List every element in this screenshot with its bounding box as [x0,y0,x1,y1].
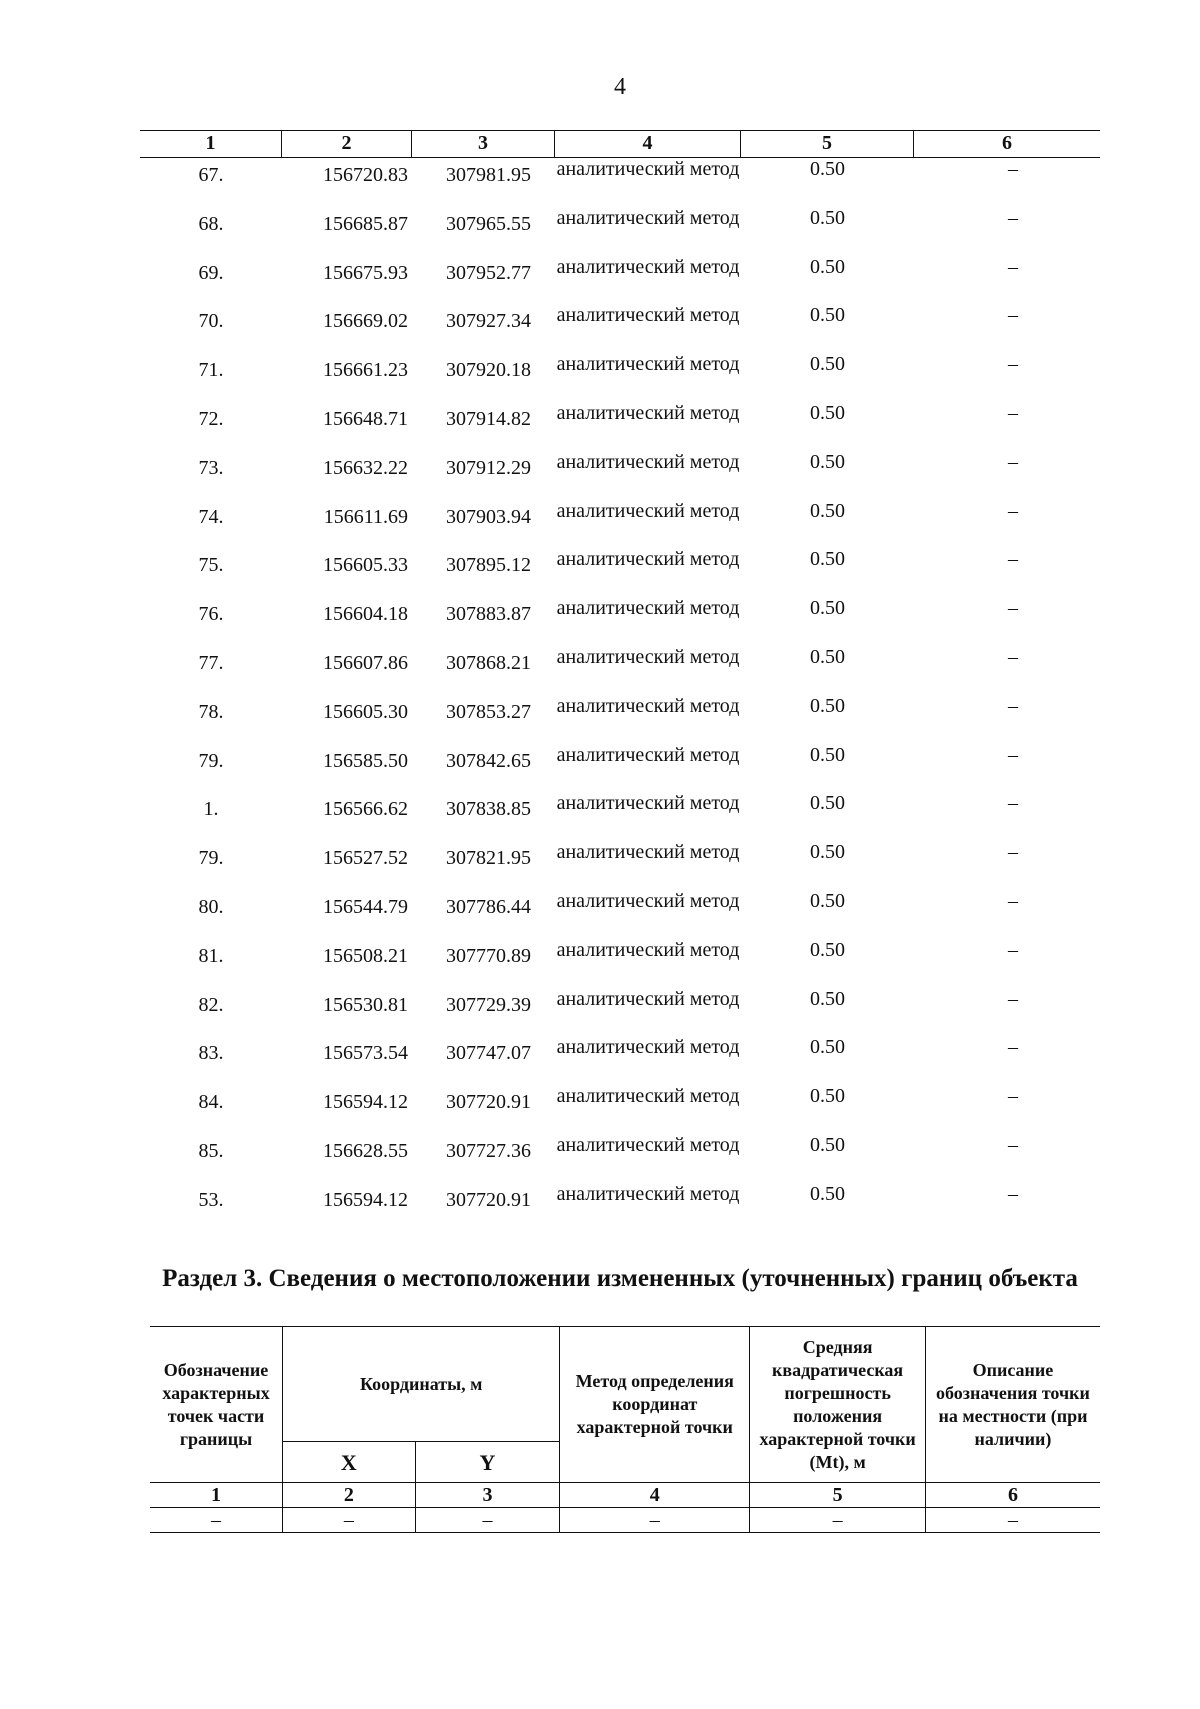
method: аналитический метод [556,353,740,376]
mt-value: 0.50 [810,206,845,229]
table-row [140,792,1100,841]
description: – [1008,548,1018,571]
table-cell: – [415,1508,560,1533]
col-number: 2 [283,1483,416,1508]
coordinates-table [140,130,1100,1232]
coord-x: 156685.87 [323,212,408,235]
method: аналитический метод [556,450,740,473]
col-header-1: 1 [140,131,282,157]
description: – [1008,792,1018,815]
point-number: 83. [198,1042,224,1065]
page-number: 4 [614,74,626,100]
mt-value: 0.50 [810,548,845,571]
mt-value: 0.50 [810,792,845,815]
method: аналитический метод [556,597,740,620]
col-number: 5 [750,1483,926,1508]
method: аналитический метод [556,304,740,327]
description: – [1008,158,1018,180]
method: аналитический метод [556,694,740,717]
coord-y: 307747.07 [446,1042,531,1065]
description: – [1008,938,1018,961]
method: аналитический метод [556,938,740,961]
description: – [1008,304,1018,327]
coord-x: 156607.86 [323,651,408,674]
coord-y: 307912.29 [446,456,531,479]
point-number: 53. [198,1188,224,1211]
coord-y: 307895.12 [446,554,531,577]
col-header-5: 5 [741,131,914,157]
table-cell: – [925,1508,1100,1533]
table-row [140,1036,1100,1085]
description: – [1008,206,1018,229]
table-row [140,158,1100,207]
col-header-3: 3 [412,131,555,157]
table-row [140,1085,1100,1134]
mt-value: 0.50 [810,1036,845,1059]
table-row [140,695,1100,744]
mt-value: 0.50 [810,645,845,668]
method: аналитический метод [556,401,740,424]
coord-x: 156675.93 [323,261,408,284]
table-row [140,451,1100,500]
method: аналитический метод [556,548,740,571]
method: аналитический метод [556,792,740,815]
table-row [150,1508,1100,1533]
table-row [140,256,1100,305]
column-numbers-row [150,1483,1100,1508]
mt-value: 0.50 [810,304,845,327]
coord-y: 307965.55 [446,212,531,235]
description: – [1008,987,1018,1010]
mt-value: 0.50 [810,353,845,376]
description: – [1008,841,1018,864]
method: аналитический метод [556,255,740,278]
col-number: 1 [150,1483,283,1508]
point-number: 79. [198,749,224,772]
description: – [1008,645,1018,668]
point-number: 67. [198,164,224,186]
description: – [1008,1133,1018,1156]
table-row [140,890,1100,939]
col-header-6: 6 [1002,132,1012,154]
coord-x: 156604.18 [323,603,408,626]
description: – [1008,401,1018,424]
table-body [140,158,1100,1232]
mt-value: 0.50 [810,841,845,864]
method: аналитический метод [556,158,740,180]
mt-value: 0.50 [810,158,845,180]
table-row [140,988,1100,1037]
description: – [1008,889,1018,912]
table-row [140,402,1100,451]
mt-value: 0.50 [810,597,845,620]
header-method: Метод определения координат характерной точки [560,1327,750,1483]
coord-x: 156628.55 [323,1139,408,1162]
point-number: 68. [198,212,224,235]
table-row [140,207,1100,256]
table-row [140,500,1100,549]
coord-y: 307952.77 [446,261,531,284]
method: аналитический метод [556,987,740,1010]
point-number: 81. [198,944,224,967]
section-3-table [150,1326,1100,1533]
table-cell: – [750,1508,926,1533]
coord-y: 307853.27 [446,700,531,723]
point-number: 1. [203,798,219,821]
description: – [1008,694,1018,717]
description: – [1008,499,1018,522]
table-row [140,1134,1100,1183]
table-row [140,841,1100,890]
coord-y: 307981.95 [446,164,531,186]
table-cell: – [560,1508,750,1533]
coord-x: 156661.23 [323,359,408,382]
coord-x: 156669.02 [323,310,408,333]
coord-x: 156594.12 [323,1188,408,1211]
header-y: Y [415,1442,560,1483]
point-number: 77. [198,651,224,674]
coord-y: 307729.39 [446,993,531,1016]
method: аналитический метод [556,889,740,912]
coord-x: 156527.52 [323,847,408,870]
coord-x: 156605.30 [323,700,408,723]
coord-x: 156594.12 [323,1091,408,1114]
method: аналитический метод [556,1182,740,1205]
col-number: 3 [415,1483,560,1508]
table-row [140,597,1100,646]
method: аналитический метод [556,841,740,864]
table-cell: – [283,1508,416,1533]
coord-y: 307842.65 [446,749,531,772]
point-number: 72. [198,407,224,430]
table-row [140,744,1100,793]
description: – [1008,1182,1018,1205]
coord-x: 156632.22 [323,456,408,479]
point-number: 84. [198,1091,224,1114]
table-row [140,548,1100,597]
coord-y: 307868.21 [446,651,531,674]
table-row [140,304,1100,353]
point-number: 78. [198,700,224,723]
table-row [140,353,1100,402]
coord-y: 307770.89 [446,944,531,967]
coord-y: 307821.95 [446,847,531,870]
coord-y: 307786.44 [446,895,531,918]
description: – [1008,1085,1018,1108]
method: аналитический метод [556,645,740,668]
point-number: 73. [198,456,224,479]
coord-x: 156508.21 [323,944,408,967]
description: – [1008,353,1018,376]
mt-value: 0.50 [810,1085,845,1108]
coord-x: 156544.79 [323,895,408,918]
mt-value: 0.50 [810,1182,845,1205]
table-cell: – [150,1508,283,1533]
description: – [1008,255,1018,278]
table-header [140,130,1100,158]
coord-y: 307720.91 [446,1091,531,1114]
point-number: 75. [198,554,224,577]
mt-value: 0.50 [810,743,845,766]
header-point-designation: Обозначение характерных точек части границы [150,1327,283,1483]
coord-y: 307914.82 [446,407,531,430]
mt-value: 0.50 [810,1133,845,1156]
col-number: 4 [560,1483,750,1508]
mt-value: 0.50 [810,450,845,473]
header-mt: Средняя квадратическая погрешность положения характерной точки (Mt), м [750,1327,926,1483]
header-description: Описание обозначения точки на местности (при наличии) [925,1327,1100,1483]
table-row [140,646,1100,695]
coord-y: 307720.91 [446,1188,531,1211]
coord-y: 307883.87 [446,603,531,626]
mt-value: 0.50 [810,987,845,1010]
coord-y: 307920.18 [446,359,531,382]
point-number: 79. [198,847,224,870]
coord-y: 307838.85 [446,798,531,821]
mt-value: 0.50 [810,938,845,961]
point-number: 82. [198,993,224,1016]
coord-x: 156573.54 [323,1042,408,1065]
header-coordinates: Координаты, м [283,1327,560,1442]
point-number: 80. [198,895,224,918]
point-number: 74. [198,505,224,528]
header-x: X [283,1442,416,1483]
point-number: 76. [198,603,224,626]
coord-y: 307927.34 [446,310,531,333]
description: – [1008,450,1018,473]
point-number: 69. [198,261,224,284]
description: – [1008,597,1018,620]
point-number: 71. [198,359,224,382]
coord-x: 156611.69 [323,505,408,528]
mt-value: 0.50 [810,694,845,717]
mt-value: 0.50 [810,401,845,424]
col-number: 6 [925,1483,1100,1508]
coord-y: 307903.94 [446,505,531,528]
method: аналитический метод [556,1036,740,1059]
method: аналитический метод [556,1133,740,1156]
point-number: 70. [198,310,224,333]
coord-x: 156566.62 [323,798,408,821]
method: аналитический метод [556,743,740,766]
coord-x: 156530.81 [323,993,408,1016]
mt-value: 0.50 [810,889,845,912]
point-number: 85. [198,1139,224,1162]
table-row [140,1183,1100,1232]
description: – [1008,743,1018,766]
description: – [1008,1036,1018,1059]
coord-x: 156648.71 [323,407,408,430]
method: аналитический метод [556,1085,740,1108]
coord-x: 156585.50 [323,749,408,772]
method: аналитический метод [556,499,740,522]
coord-y: 307727.36 [446,1139,531,1162]
col-header-2: 2 [282,131,412,157]
coord-x: 156605.33 [323,554,408,577]
coord-x: 156720.83 [323,164,408,186]
col-header-4: 4 [555,131,741,157]
mt-value: 0.50 [810,499,845,522]
method: аналитический метод [556,206,740,229]
mt-value: 0.50 [810,255,845,278]
table-row [140,939,1100,988]
section-3-title: Раздел 3. Сведения о местоположении измененных (уточненных) границ объекта [162,1265,1078,1292]
